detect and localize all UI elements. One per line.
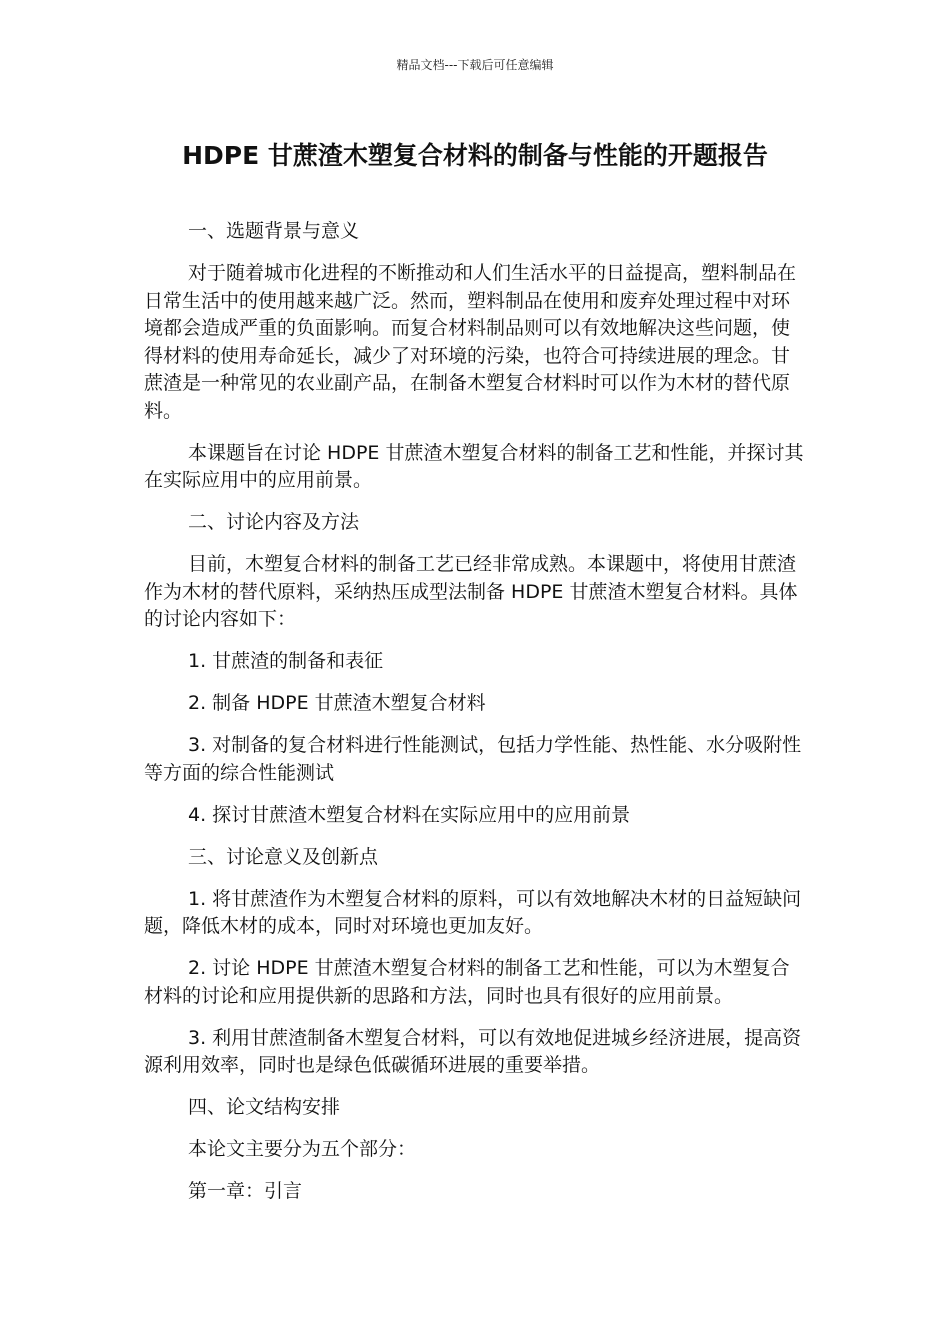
document-body xyxy=(144,218,806,1220)
section-heading-background: 一、选题背景与意义 xyxy=(188,220,360,242)
section-heading-structure: 四、论文结构安排 xyxy=(188,1096,341,1118)
paragraph-aim: 本课题旨在讨论 HDPE 甘蔗渣木塑复合材料的制备工艺和性能，并探讨其在实际应用中的应用前景。 xyxy=(144,441,804,491)
list-item-significance-3: 3. 利用甘蔗渣制备木塑复合材料，可以有效地促进城乡经济进展，提高资源利用效率，同时也是绿色低碳循环进展的重要举措。 xyxy=(144,1026,802,1076)
section-heading-content-method: 二、讨论内容及方法 xyxy=(188,511,360,533)
list-item-content-3: 3. 对制备的复合材料进行性能测试，包括力学性能、热性能、水分吸附性等方面的综合性能测试 xyxy=(144,734,802,784)
list-item-significance-2: 2. 讨论 HDPE 甘蔗渣木塑复合材料的制备工艺和性能，可以为木塑复合材料的讨论和应用提供新的思路和方法，同时也具有很好的应用前景。 xyxy=(144,957,790,1007)
list-item-content-2: 2. 制备 HDPE 甘蔗渣木塑复合材料 xyxy=(188,692,486,714)
list-item-significance-1: 1. 将甘蔗渣作为木塑复合材料的原料，可以有效地解决木材的日益短缺问题，降低木材的成本，同时对环境也更加友好。 xyxy=(144,887,802,937)
header-note: 精品文档---下载后可任意编辑 xyxy=(396,58,554,72)
list-item-content-4: 4. 探讨甘蔗渣木塑复合材料在实际应用中的应用前景 xyxy=(188,803,631,826)
page-title: HDPE 甘蔗渣木塑复合材料的制备与性能的开题报告 xyxy=(182,141,768,170)
list-item-content-1: 1. 甘蔗渣的制备和表征 xyxy=(188,650,384,672)
paragraph-structure-intro: 本论文主要分为五个部分： xyxy=(188,1138,417,1160)
paragraph-background: 对于随着城市化进程的不断推动和人们生活水平的日益提高，塑料制品在日常生活中的使用越来越广泛。然而，塑料制品在使用和废弃处理过程中对环境都会造成严重的负面影响。而复合材料制品则可以有效地解决这些问题，使得材料的使用寿命延长，减少了对环境的污染，也符合可持续进展的理念。甘蔗渣是一种常见的农业副产品，在制备木塑复合材料时可以作为木材的替代原料。 xyxy=(144,262,797,422)
section-heading-significance: 三、讨论意义及创新点 xyxy=(188,845,379,868)
paragraph-chapter-1: 第一章：引言 xyxy=(188,1180,303,1202)
paragraph-current-status: 目前，木塑复合材料的制备工艺已经非常成熟。本课题中，将使用甘蔗渣作为木材的替代原料，采纳热压成型法制备 HDPE 甘蔗渣木塑复合材料。具体的讨论内容如下： xyxy=(144,553,798,630)
